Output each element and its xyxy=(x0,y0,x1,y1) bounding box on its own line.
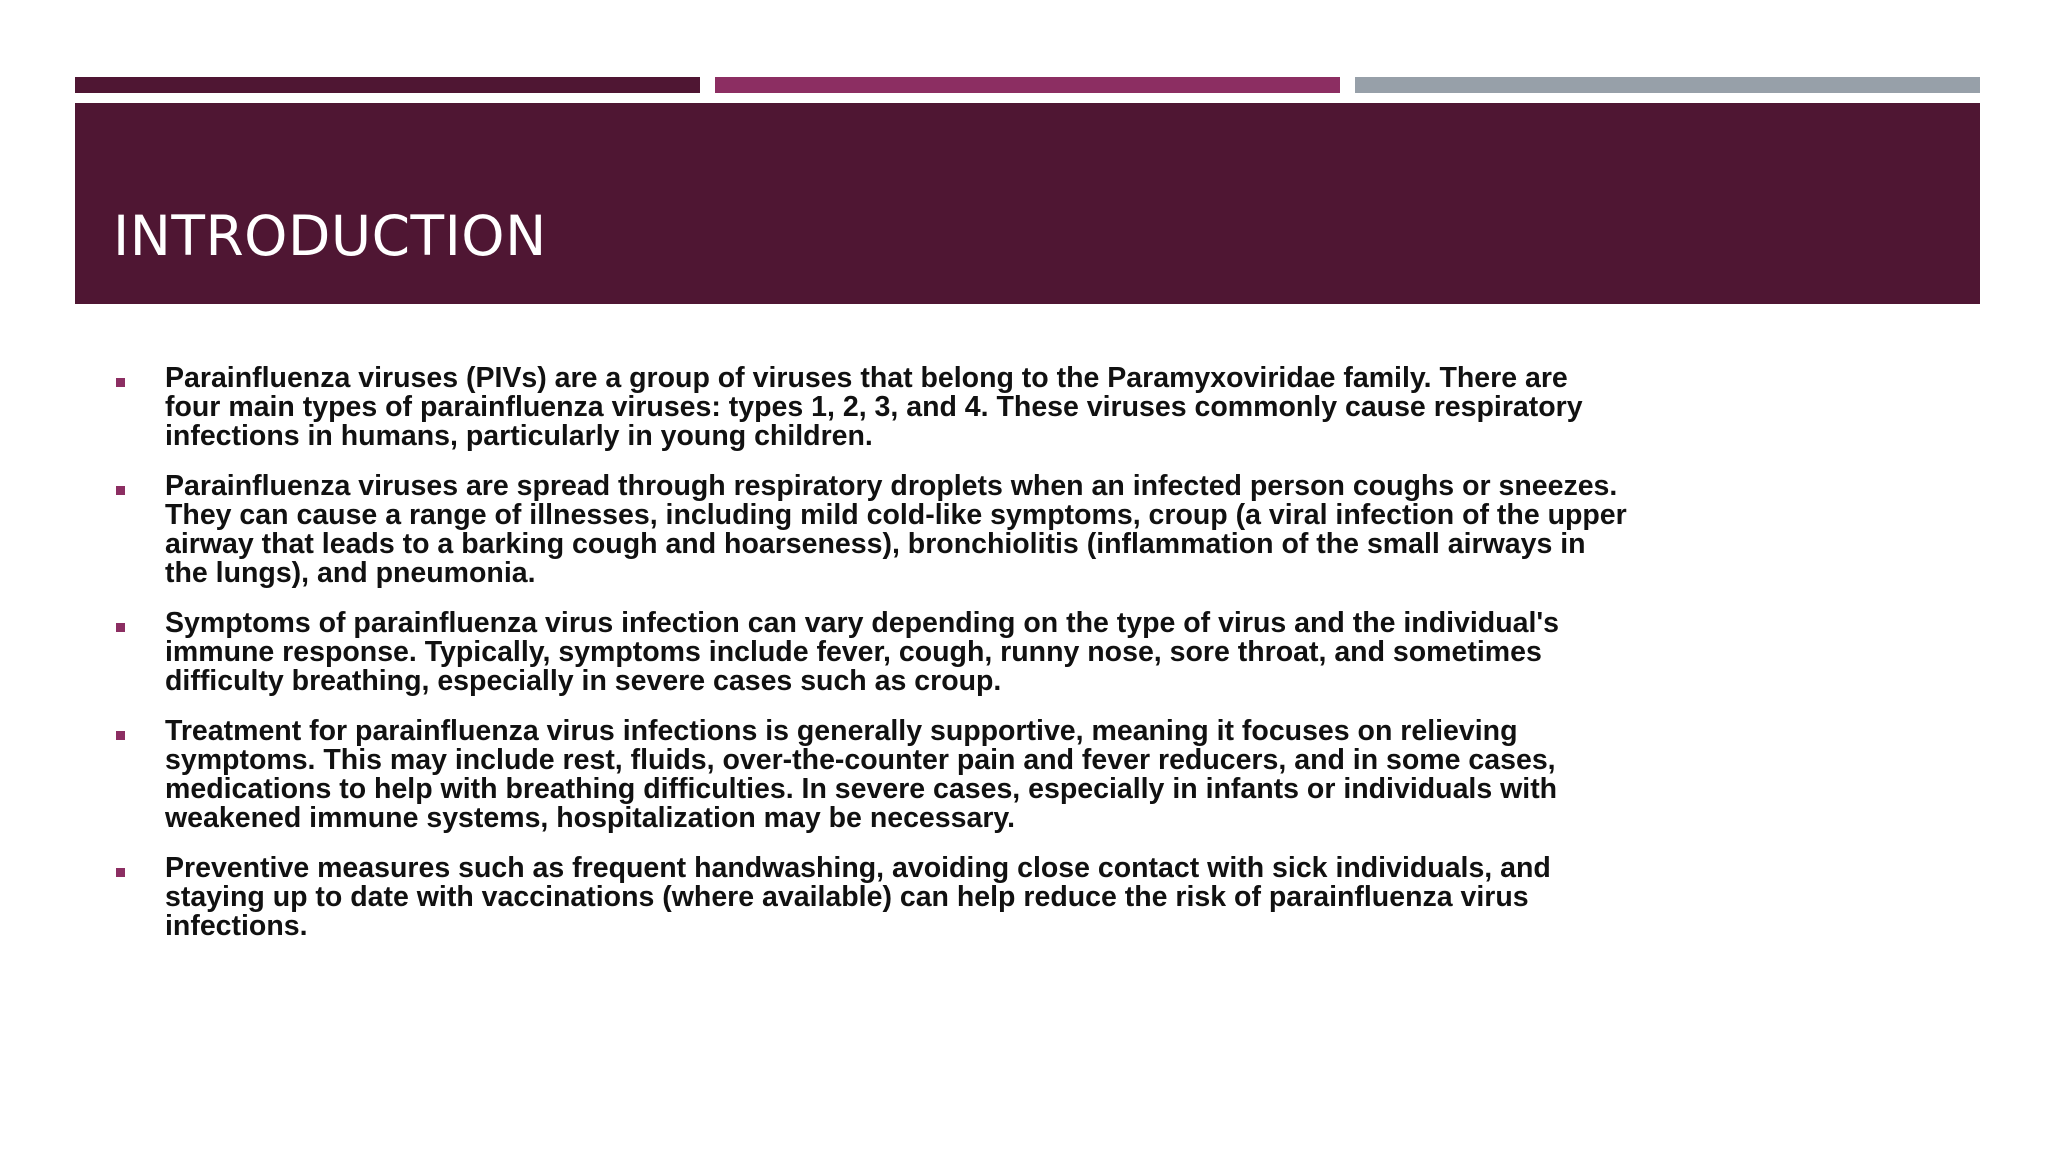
bullet-text xyxy=(165,472,1912,588)
bullet-text xyxy=(165,717,1912,833)
square-bullet-icon xyxy=(116,731,125,740)
bullet-line: They can cause a range of illnesses, including mild cold-like symptoms, croup (a viral infection of the upper xyxy=(165,499,1627,531)
bullet-line: airway that leads to a barking cough and hoarseness), bronchiolitis (inflammation of the small airways in xyxy=(165,528,1586,560)
bullet-text xyxy=(165,609,1912,696)
bullet-item xyxy=(112,472,1912,588)
square-bullet-icon xyxy=(116,868,125,877)
accent-bar-gray xyxy=(1355,77,1980,93)
bullet-line: symptoms. This may include rest, fluids, over-the-counter pain and fever reducers, and in some cases, xyxy=(165,744,1556,776)
bullet-line: difficulty breathing, especially in severe cases such as croup. xyxy=(165,665,1002,697)
bullet-item xyxy=(112,854,1912,941)
bullet-line: four main types of parainfluenza viruses: types 1, 2, 3, and 4. These viruses commonly cause respiratory xyxy=(165,391,1583,423)
slide-title: INTRODUCTION xyxy=(113,204,547,268)
bullet-list xyxy=(112,364,1912,962)
bullet-line: Treatment for parainfluenza virus infections is generally supportive, meaning it focuses on relieving xyxy=(165,715,1518,747)
bullet-line: staying up to date with vaccinations (where available) can help reduce the risk of parainfluenza virus xyxy=(165,881,1529,913)
bullet-line: Symptoms of parainfluenza virus infection can vary depending on the type of virus and the individual's xyxy=(165,607,1560,639)
bullet-line: infections in humans, particularly in young children. xyxy=(165,420,873,452)
bullet-line: Parainfluenza viruses (PIVs) are a group of viruses that belong to the Paramyxoviridae family. There are xyxy=(165,362,1568,394)
title-band xyxy=(75,103,1980,304)
bullet-item xyxy=(112,609,1912,696)
bullet-line: Parainfluenza viruses are spread through respiratory droplets when an infected person coughs or sneezes. xyxy=(165,470,1618,502)
square-bullet-icon xyxy=(116,378,125,387)
bullet-line: the lungs), and pneumonia. xyxy=(165,557,536,589)
square-bullet-icon xyxy=(116,486,125,495)
bullet-line: medications to help with breathing difficulties. In severe cases, especially in infants or individuals with xyxy=(165,773,1558,805)
square-bullet-icon xyxy=(116,623,125,632)
accent-bar-dark xyxy=(75,77,700,93)
bullet-line: Preventive measures such as frequent handwashing, avoiding close contact with sick individuals, and xyxy=(165,852,1551,884)
accent-bar-magenta xyxy=(715,77,1340,93)
bullet-line: immune response. Typically, symptoms include fever, cough, runny nose, sore throat, and sometimes xyxy=(165,636,1542,668)
bullet-text xyxy=(165,854,1912,941)
bullet-line: weakened immune systems, hospitalization may be necessary. xyxy=(165,802,1016,834)
bullet-text xyxy=(165,364,1912,451)
bullet-item xyxy=(112,364,1912,451)
bullet-item xyxy=(112,717,1912,833)
bullet-line: infections. xyxy=(165,910,308,942)
